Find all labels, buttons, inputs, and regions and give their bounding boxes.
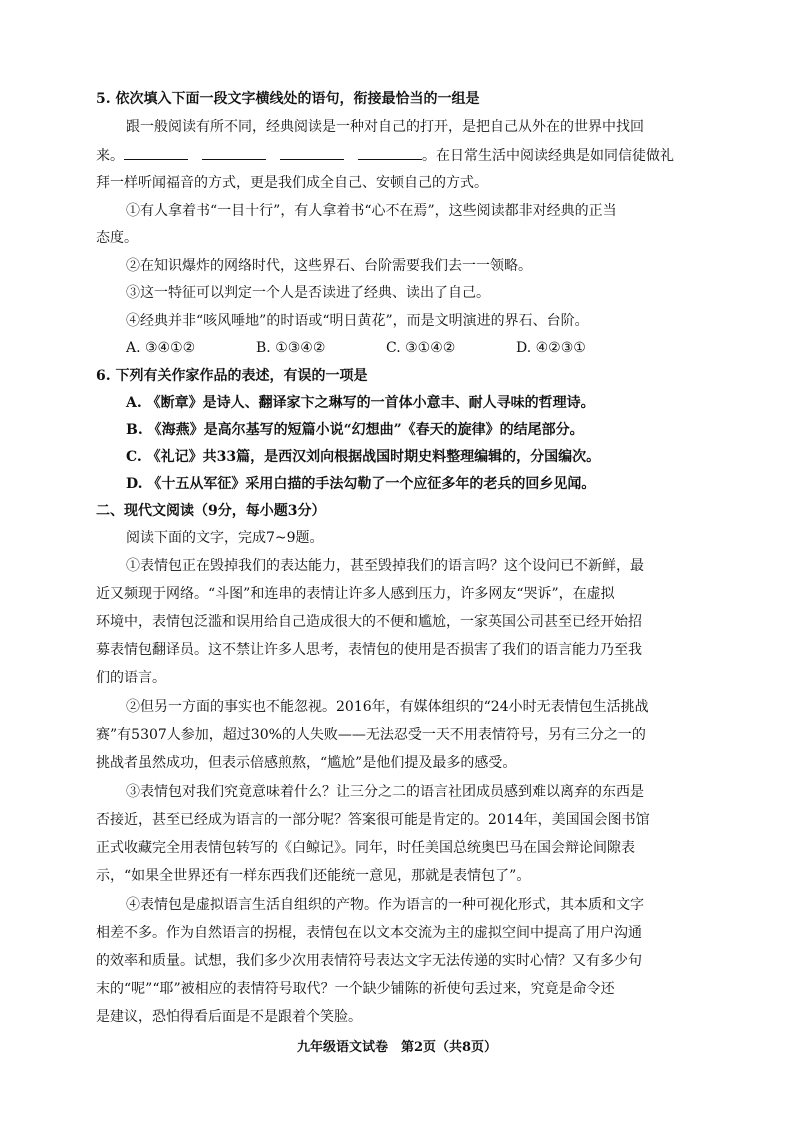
article-p3-line-3: 正式收藏完全用表情包转写的《白鲸记》。同年，时任美国总统奥巴马在国会辩论间隙表 <box>96 840 635 856</box>
article-p1-line-2: 近又频现于网络。“斗图”和连串的表情让许多人感到压力，许多网友“哭诉”，在虚拟 <box>96 586 615 602</box>
article-p3-line-2: 否接近，甚至已经成为语言的一部分呢？答案很可能是肯定的。2014年，美国国会图书馆 <box>96 812 650 828</box>
fill-blank-4 <box>358 145 422 160</box>
article-p1-line-3: 环境中，表情包泛滥和误用给自己造成很大的不便和尴尬，一家英国公司甚至已经开始招 <box>96 614 642 630</box>
article-p1-line-5: 们的语言。 <box>96 670 166 686</box>
article-p4-line-5: 是建议，恐怕得看后面是不是跟着个笑脸。 <box>96 1009 362 1025</box>
q5-passage-line-2-start: 来。 <box>96 148 124 164</box>
section-2-title: 二、现代文阅读（9分，每小题3分） <box>96 503 326 519</box>
fill-blank-1 <box>124 145 188 160</box>
q6-option-d: D. 《十五从军征》采用白描的手法勾勒了一个应征多年的老兵的回乡见闻。 <box>126 476 596 492</box>
q5-option-b: B. ①③④② <box>256 340 326 356</box>
article-p3-line-4: 示，“如果全世界还有一样东西我们还能统一意见，那就是表情包了”。 <box>96 868 531 884</box>
article-p4-line-4: 末的“呢”“耶”被相应的表情符号取代？一个缺少铺陈的祈使句丢过来，究竟是命令还 <box>96 981 615 997</box>
article-p2-line-3: 挑战者虽然成功，但表示倍感煎熬，“尴尬”是他们提及最多的感受。 <box>96 755 517 771</box>
article-p4-line-3: 的效率和质量。试想，我们多少次用表情符号表达文字无法传递的实时心情？又有多少句 <box>96 953 642 969</box>
fill-blank-2 <box>202 145 266 160</box>
page-footer: 九年级语文试卷 第2页（共8页） <box>296 1040 498 1055</box>
article-p3-line-1: ③表情包对我们究竟意味着什么？让三分之二的语言社团成员感到难以离弃的东西是 <box>126 784 644 800</box>
article-p2-line-1: ②但另一方面的事实也不能忽视。2016年，有媒体组织的“24小时无表情包生活挑战 <box>126 699 649 715</box>
q5-passage-line-3: 拜一样听闻福音的方式，更是我们成全自己、安顿自己的方式。 <box>96 175 488 191</box>
article-p4-line-1: ④表情包是虚拟语言生活自组织的产物。作为语言的一种可视化形式，其本质和文字 <box>126 897 644 913</box>
fill-blank-3 <box>280 145 344 160</box>
article-p2-line-2: 赛”有5307人参加，超过30%的人失败——无法忍受一天不用表情符号，另有三分之一的 <box>96 727 646 743</box>
q6-option-b: B. 《海燕》是高尔基写的短篇小说“幻想曲”《春天的旋律》的结尾部分。 <box>126 422 584 438</box>
q5-sentence-1-line-1: ①有人拿着书“一目十行”，有人拿着书“心不在焉”，这些阅读都非对经典的正当 <box>126 203 617 219</box>
q6-option-a: A. 《断章》是诗人、翻译家卞之琳写的一首体小意丰、耐人寻味的哲理诗。 <box>126 395 595 411</box>
question-6-title: 6. 下列有关作家作品的表述，有误的一项是 <box>96 368 368 384</box>
q5-sentence-2: ②在知识爆炸的网络时代，这些界石、台阶需要我们去一一领略。 <box>126 258 532 274</box>
q5-sentence-1-line-2: 态度。 <box>96 230 138 246</box>
q5-sentence-4: ④经典并非“咳风唾地”的时语或“明日黄花”，而是文明演进的界石、台阶。 <box>126 313 589 329</box>
q5-option-c: C. ③①④② <box>386 340 456 356</box>
q6-option-c: C. 《礼记》共33篇，是西汉刘向根据战国时期史料整理编辑的，分国编次。 <box>126 449 601 465</box>
q5-option-d: D. ④②③① <box>516 340 586 356</box>
q5-passage-line-2-end: 。在日常生活中阅读经典是如同信徒做礼 <box>422 148 674 164</box>
q5-passage-line-1: 跟一般阅读有所不同，经典阅读是一种对自己的打开，是把自己从外在的世界中找回 <box>126 119 644 135</box>
article-p4-line-2: 相差不多。作为自然语言的拐棍，表情包在以文本交流为主的虚拟空间中提高了用户沟通 <box>96 925 642 941</box>
q5-options <box>126 338 666 358</box>
q5-passage-line-2 <box>96 145 716 166</box>
q5-option-a: A. ③④①② <box>126 340 196 356</box>
section-2-instruction: 阅读下面的文字，完成7~9题。 <box>126 530 324 546</box>
q5-sentence-3: ③这一特征可以判定一个人是否读进了经典、读出了自己。 <box>126 285 490 301</box>
question-5-title: 5. 依次填入下面一段文字横线处的语句，衔接最恰当的一组是 <box>96 91 480 107</box>
article-p1-line-1: ①表情包正在毁掉我们的表达能力，甚至毁掉我们的语言吗？这个设问已不新鲜，最 <box>126 558 644 574</box>
article-p1-line-4: 募表情包翻译员。这不禁让许多人思考，表情包的使用是否损害了我们的语言能力乃至我 <box>96 642 642 658</box>
